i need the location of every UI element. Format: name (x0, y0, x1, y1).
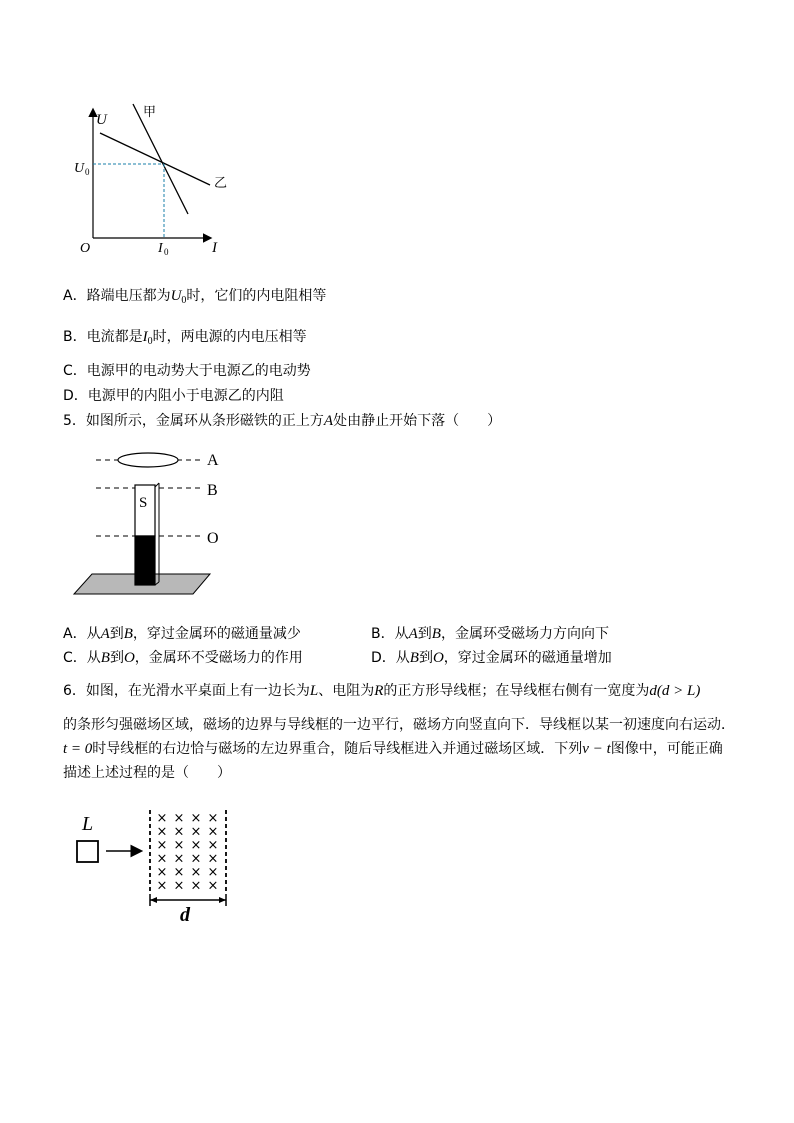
field-cross-mark: × (173, 878, 185, 894)
y-axis-label: U (96, 112, 107, 128)
field-cross-mark: × (156, 865, 168, 880)
field-cross-mark: × (207, 838, 219, 853)
field-cross-mark: × (156, 811, 168, 826)
field-cross-marks (157, 811, 219, 894)
q4-option-a: A．路端电压都为$U_0$时，它们的内电阻相等 (63, 288, 327, 306)
field-cross-mark: × (156, 851, 168, 867)
metal-ring (118, 453, 178, 467)
u0-sub: 0 (85, 167, 90, 177)
field-cross-mark: × (156, 824, 168, 840)
q6-stem-line2: 的条形匀强磁场区域，磁场的边界与导线框的一边平行，磁场方向竖直向下．导线框以某一初速度向右运动． (63, 717, 735, 733)
side-length-label: L (82, 813, 94, 835)
q5-stem: 5．如图所示，金属环从条形磁铁的正上方A处由静止开始下落（ ） (63, 413, 502, 429)
line-jia (133, 104, 188, 214)
q6-stem-line4: 描述上述过程的是（ ） (63, 765, 231, 781)
width-label: d (180, 904, 190, 926)
magnet-pole-label: S (139, 495, 148, 511)
field-cross-mark: × (207, 878, 219, 894)
ui-graph (60, 100, 240, 260)
q5-option-c: C．从B到O，金属环不受磁场力的作用 (63, 650, 303, 666)
line-yi-label: 乙 (214, 176, 228, 191)
q5-option-d: D．从B到O，穿过金属环的磁通量增加 (371, 650, 612, 666)
field-cross-mark: × (173, 865, 185, 880)
field-cross-mark: × (173, 824, 185, 840)
q5-option-a: A．从A到B，穿过金属环的磁通量减少 (63, 626, 301, 642)
label-a: A (207, 452, 219, 469)
field-cross-mark: × (173, 811, 185, 826)
q6-stem-line3: t = 0时导线框的右边恰与磁场的左边界重合，随后导线框进入并通过磁场区域．下列v − t图像中，可能正确 (63, 741, 723, 757)
q4-option-c: C．电源甲的电动势大于电源乙的电动势 (63, 363, 311, 379)
label-o: O (207, 530, 219, 547)
u0-label: U (74, 161, 85, 176)
field-cross-mark: × (190, 838, 202, 853)
field-cross-mark: × (207, 865, 219, 880)
field-cross-mark: × (207, 851, 219, 867)
q5-option-b: B．从A到B，金属环受磁场力方向向下 (371, 626, 609, 642)
q4-option-d: D．电源甲的内阻小于电源乙的内阻 (63, 388, 284, 404)
magnet-figure (70, 445, 230, 600)
field-cross-mark: × (190, 824, 202, 840)
label-b: B (207, 482, 218, 499)
x-axis-label: I (212, 240, 217, 256)
field-cross-mark: × (173, 851, 185, 867)
q4-option-b: B．电流都是$I_0$时，两电源的内电压相等 (63, 329, 307, 347)
i0-sub: 0 (164, 247, 169, 257)
field-cross-mark: × (156, 878, 168, 894)
field-cross-mark: × (207, 811, 219, 826)
field-cross-mark: × (173, 838, 185, 853)
line-jia-label: 甲 (143, 105, 157, 120)
field-cross-mark: × (190, 851, 202, 867)
field-cross-mark: × (190, 878, 202, 894)
line-yi (100, 133, 210, 185)
field-cross-mark: × (190, 865, 202, 880)
field-cross-mark: × (156, 838, 168, 853)
i0-label: I (158, 241, 163, 256)
magnet-n-pole (135, 536, 155, 585)
field-cross-mark: × (190, 811, 202, 826)
q6-stem-line1: 6．如图，在光滑水平桌面上有一边长为L、电阻为R的正方形导线框；在导线框右侧有一宽度为d(d > L) (63, 683, 701, 699)
square-wire-frame (77, 841, 98, 862)
magnetic-field-figure (70, 808, 240, 926)
field-cross-mark: × (207, 824, 219, 840)
origin-label: O (80, 241, 91, 256)
